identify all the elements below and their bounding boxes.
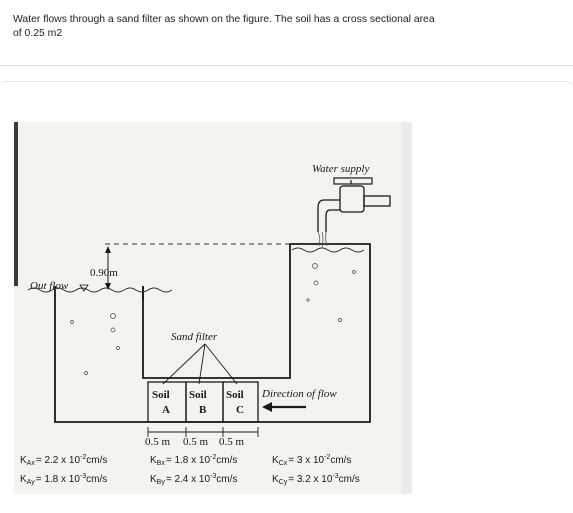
dim-b: 0.5 m bbox=[183, 436, 209, 448]
direction-of-flow-label: Direction of flow bbox=[262, 388, 337, 400]
dim-c: 0.5 m bbox=[219, 436, 245, 448]
water-supply-label: Water supply bbox=[312, 163, 370, 175]
k-cx: $K_{Cx}= 3$ x $10^{-2}cm/s$ bbox=[272, 454, 352, 467]
sand-filter-label: Sand filter bbox=[171, 331, 218, 343]
k-ax: $K_{Ax}= 2.2$ x $10^{-2}cm/s$ bbox=[20, 454, 108, 467]
soil-b-letter: B bbox=[199, 404, 207, 416]
question-line-2: of 0.25 m2 bbox=[13, 28, 63, 39]
soil-a-letter: A bbox=[162, 404, 170, 416]
dim-a: 0.5 m bbox=[145, 436, 171, 448]
k-cy: $K_{Cy}= 3.2$ x $10^{-3}cm/s$ bbox=[272, 473, 360, 486]
soil-c-letter: C bbox=[236, 404, 244, 416]
head-label: 0.90m bbox=[90, 267, 118, 279]
k-ay: $K_{Ay}= 1.8$ x $10^{-3}cm/s$ bbox=[20, 473, 108, 486]
k-bx: $K_{Bx}= 1.8$ x $10^{-2}cm/s$ bbox=[150, 454, 238, 467]
question-line-1: Water flows through a sand filter as shown on the figure. The soil has a cross sectional area bbox=[13, 14, 435, 25]
out-flow-label: Out flow bbox=[30, 280, 69, 292]
soil-a-name: Soil bbox=[152, 389, 170, 401]
k-row-2 bbox=[20, 473, 360, 486]
scan-edge bbox=[402, 122, 412, 494]
k-row-1 bbox=[20, 454, 351, 467]
soil-b-name: Soil bbox=[189, 389, 207, 401]
scan-left-border bbox=[14, 122, 18, 286]
soil-c-name: Soil bbox=[226, 389, 244, 401]
k-by: $K_{By}= 2.4$ x $10^{-3}cm/s$ bbox=[150, 473, 238, 486]
